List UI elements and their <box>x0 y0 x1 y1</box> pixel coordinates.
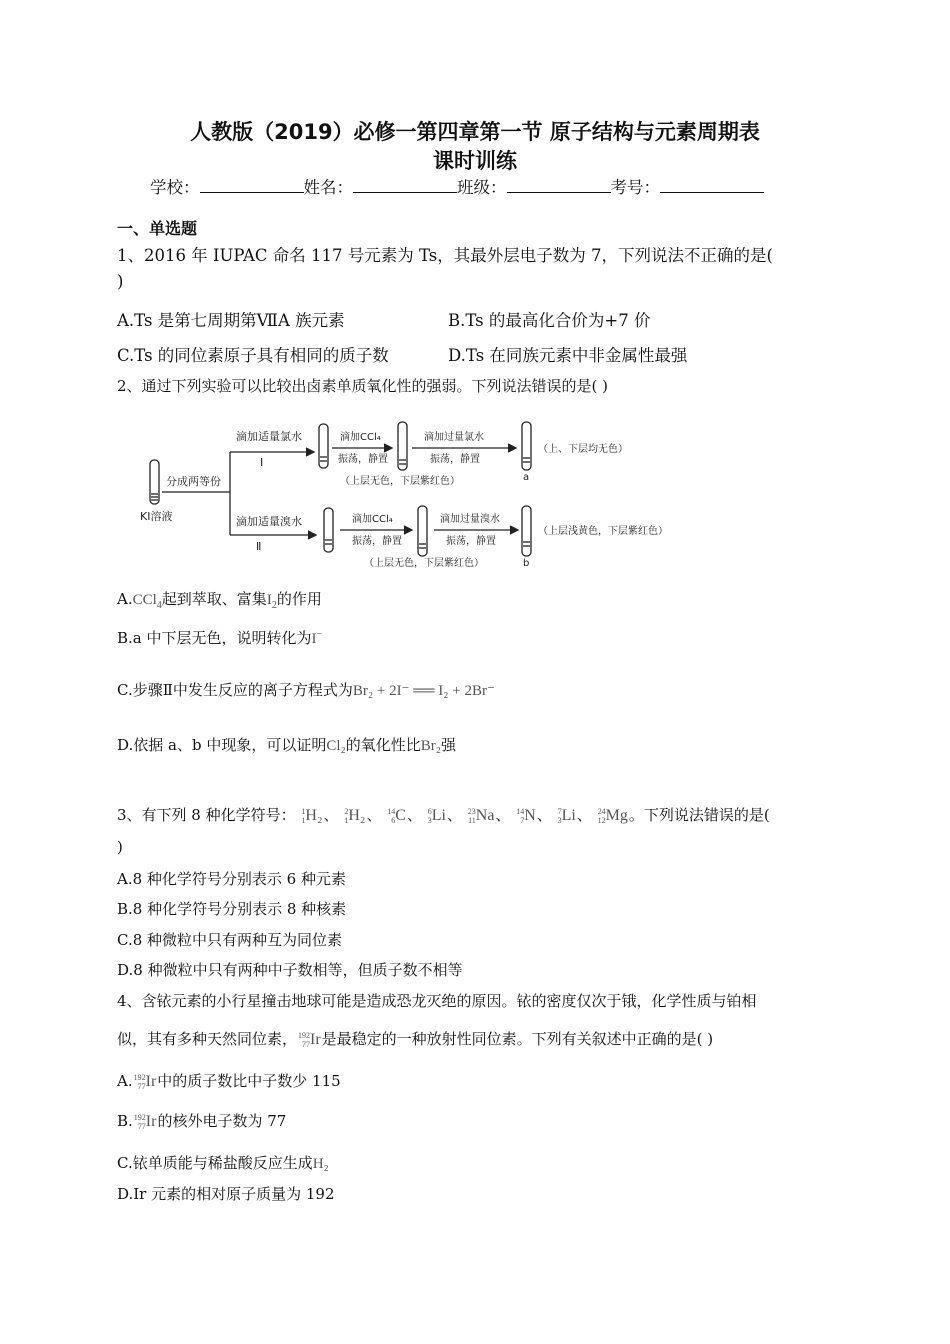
isotope-symbol: 1 1 H₂ <box>301 807 323 825</box>
q3-option-b[interactable]: B.8 种化学符号分别表示 8 种核素 <box>117 900 347 918</box>
q4-option-d[interactable]: D.Ir 元素的相对原子质量为 192 <box>117 1185 335 1203</box>
ccl4-formula: CCl$_4$ <box>132 592 162 611</box>
section-title: 一、单选题 <box>117 219 198 238</box>
q4-option-b[interactable]: B. 192 77 Ir 的核外电子数为 77 <box>117 1112 287 1131</box>
q2-b-text: B.a 中下层无色，说明转化为 <box>117 629 312 647</box>
q1-stem: 1、2016 年 IUPAC 命名 117 号元素为 Ts，其最外层电子数为 7，下列说法不正确的是( <box>117 246 773 265</box>
page-subtitle: 课时训练 <box>433 149 517 173</box>
q2-d-mid: 的氧化性比 <box>345 736 421 754</box>
lower-step3-bottom: 振荡，静置 <box>446 536 496 547</box>
class-label: 班级： <box>457 178 507 197</box>
upper-step3-bottom: 振荡，静置 <box>430 454 480 465</box>
q2-a-prefix: A. <box>117 590 133 608</box>
q1-option-a[interactable]: A.Ts 是第七周期第ⅦA 族元素 <box>117 311 345 330</box>
q2-d-post: 强 <box>441 736 457 754</box>
page-title: 人教版（2019）必修一第四章第一节 原子结构与元素周期表 <box>190 120 760 144</box>
lower-tube-1-icon <box>324 508 333 552</box>
student-info-row <box>150 174 764 198</box>
q2-a-post: 的作用 <box>276 590 322 608</box>
isotope-symbol: 2 1 H₂ <box>344 807 366 825</box>
experiment-diagram <box>118 412 718 572</box>
i2-formula: $I_2$ <box>266 592 277 611</box>
q2-option-d[interactable] <box>117 734 456 755</box>
isotope-symbol: 23 11 Na <box>467 807 495 825</box>
tube-b-icon <box>522 506 531 556</box>
q3-stem-pre: 3、有下列 8 种化学符号： <box>117 806 296 824</box>
isotope-symbol: 7 3 Li <box>557 807 576 825</box>
lower-step3-top: 滴加过量溴水 <box>440 514 500 525</box>
lower-note: （上层无色，下层紫红色） <box>364 558 484 569</box>
upper-step2-bottom: 振荡，静置 <box>338 454 388 465</box>
exam-no-label: 考号： <box>610 178 660 197</box>
ki-label: KI溶液 <box>140 510 173 523</box>
name-label: 姓名： <box>303 178 353 197</box>
q3-stem: 3、有下列 8 种化学符号： 1 1 H₂ 、 2 1 H₂ 、 14 6 C 、 6 3 Li 、 23 11 Na 、 14 7 N 、 7 3 Li 、 24 12 Mg 。下列说法错误的是( <box>117 806 770 825</box>
tube-b-label: b <box>523 558 530 569</box>
q2-d-prefix: D.依据 a、b 中现象，可以证明 <box>117 736 327 754</box>
exam-no-blank[interactable] <box>660 178 764 193</box>
upper-step3-top: 滴加过量氯水 <box>424 432 484 443</box>
q3-stem-post: 。下列说法错误的是( <box>628 806 770 824</box>
q4-option-c[interactable]: C.铱单质能与稀盐酸反应生成H₂ <box>117 1154 329 1172</box>
q4-option-a[interactable]: A. 192 77 Ir 中的质子数比中子数少 115 <box>117 1072 341 1091</box>
q2-option-c[interactable] <box>117 679 495 700</box>
class-blank[interactable] <box>507 178 611 193</box>
br2-formula: Br₂ <box>420 738 441 754</box>
isotope-symbol: 14 6 C <box>387 807 406 825</box>
isotope-symbol: 6 3 Li <box>427 807 446 825</box>
upper-roman: Ⅰ <box>260 456 264 469</box>
cl2-formula: Cl₂ <box>326 738 346 754</box>
upper-step1: 滴加适量氯水 <box>236 430 302 443</box>
lower-roman: Ⅱ <box>256 540 262 553</box>
school-label: 学校： <box>150 178 200 197</box>
iodide-formula: I− <box>311 629 323 647</box>
school-blank[interactable] <box>200 178 304 193</box>
q3-option-c[interactable]: C.8 种微粒中只有两种互为同位素 <box>117 931 343 949</box>
q3-option-a[interactable]: A.8 种化学符号分别表示 6 种元素 <box>117 870 346 888</box>
isotope-symbol: 24 12 Mg <box>597 807 628 825</box>
tube-a-icon <box>522 422 531 470</box>
lower-result: （上层浅黄色，下层紫红色） <box>538 526 668 537</box>
name-blank[interactable] <box>353 178 457 193</box>
h2-formula: H₂ <box>312 1156 329 1172</box>
upper-note: （上层无色，下层紫红色） <box>340 476 460 487</box>
q4-stem-pre: 似，其有多种天然同位素， <box>117 1030 298 1048</box>
ir-isotope-symbol: 192 77 Ir <box>133 1113 157 1131</box>
q2-option-a[interactable] <box>117 588 322 611</box>
q1-option-c[interactable]: C.Ts 的同位素原子具有相同的质子数 <box>117 346 389 365</box>
q1-option-b[interactable]: B.Ts 的最高化合价为+7 价 <box>448 311 651 330</box>
q2-a-mid: 起到萃取、富集 <box>161 590 267 608</box>
q1-stem-cont: ) <box>117 272 124 291</box>
q3-option-d[interactable]: D.8 种微粒中只有两种中子数相等，但质子数不相等 <box>117 961 463 979</box>
upper-result: （上、下层均无色） <box>538 444 628 455</box>
q2-stem: 2、通过下列实验可以比较出卤素单质氧化性的强弱。下列说法错误的是( ) <box>117 377 609 395</box>
q4-stem-post: 是最稳定的一种放射性同位素。下列有关叙述中正确的是( ) <box>321 1030 714 1048</box>
q4-stem-cont <box>117 1028 713 1049</box>
q4-stem: 4、含铱元素的小行星撞击地球可能是造成恐龙灭绝的原因。铱的密度仅次于锇，化学性质与铂相 <box>117 992 757 1010</box>
q2-c-text: C.步骤Ⅱ中发生反应的离子方程式为 <box>117 681 353 699</box>
q1-option-d[interactable]: D.Ts 在同族元素中非金属性最强 <box>448 346 688 365</box>
lower-step2-bottom: 振荡，静置 <box>352 536 402 547</box>
ionic-equation: Br₂ + 2I⁻ ══ I₂ + 2Br⁻ <box>352 683 495 699</box>
upper-tube-2-icon <box>398 422 407 470</box>
ir-isotope-symbol: 192 77 Ir <box>133 1073 157 1091</box>
isotope-symbol: 14 7 N <box>516 807 536 825</box>
lower-step2-top: 滴加CCl₄ <box>352 514 393 525</box>
q2-option-b[interactable] <box>117 627 322 648</box>
lower-step1: 滴加适量溴水 <box>236 515 302 528</box>
split-label: 分成两等份 <box>166 475 221 488</box>
q3-stem-cont: ) <box>117 838 123 856</box>
ir-isotope-symbol: 192 77 Ir <box>298 1031 321 1049</box>
upper-step2-top: 滴加CCl₄ <box>340 432 381 443</box>
tube-a-label: a <box>523 472 530 483</box>
